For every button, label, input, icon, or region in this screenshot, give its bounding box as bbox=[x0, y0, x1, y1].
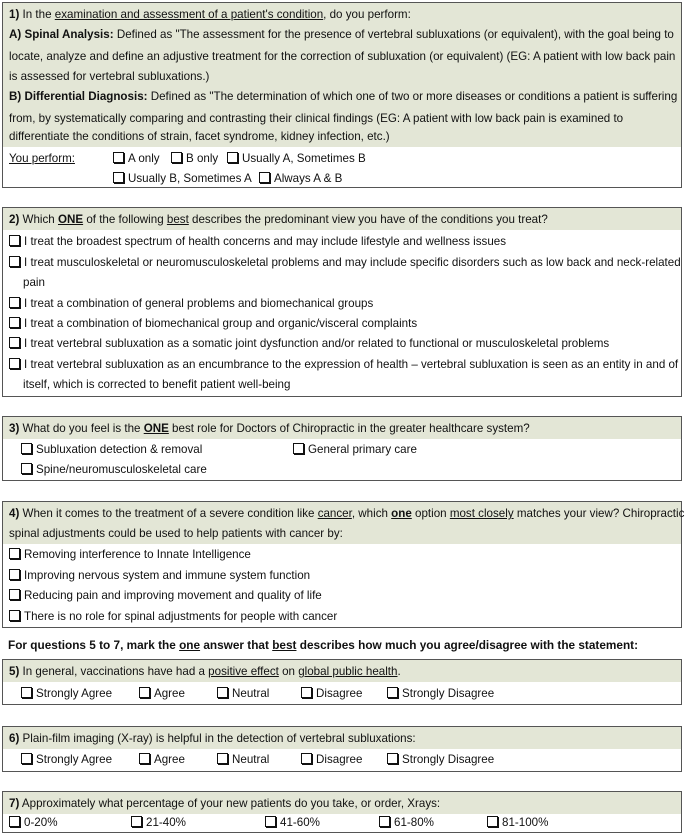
q6-option-neutral[interactable]: Neutral bbox=[217, 750, 269, 769]
q7-option-81-100[interactable]: 81-100% bbox=[487, 813, 548, 832]
checkbox-icon[interactable] bbox=[139, 687, 150, 698]
checkbox-icon[interactable] bbox=[131, 816, 142, 827]
q4-question: 4) When it comes to the treatment of a severe condition like cancer, which one option most closely matches your view? Chiropractic bbox=[9, 507, 685, 520]
checkbox-icon[interactable] bbox=[21, 753, 32, 764]
q6-option-strongly-agree[interactable]: Strongly Agree bbox=[21, 750, 112, 769]
questions-5-7-instruction: For questions 5 to 7, mark the one answer that best describes how much you agree/disagree with the statement: bbox=[8, 638, 639, 652]
q5-question: 5) In general, vaccinations have had a positive effect on global public health. bbox=[9, 665, 401, 678]
checkbox-icon[interactable] bbox=[293, 443, 304, 454]
checkbox-icon[interactable] bbox=[387, 687, 398, 698]
checkbox-icon[interactable] bbox=[217, 687, 228, 698]
question-6-box bbox=[2, 726, 682, 772]
checkbox-icon[interactable] bbox=[227, 152, 238, 163]
q2-question: 2) Which ONE of the following best describes the predominant view you have of the conditions you treat? bbox=[9, 213, 548, 226]
q1-differential-diagnosis-def-line2: from, by systematically comparing and contrasting their clinical findings (EG: A patient with low back pain is examined to bbox=[9, 112, 624, 125]
q1-option-always-ab[interactable]: Always A & B bbox=[259, 169, 342, 188]
checkbox-icon[interactable] bbox=[9, 569, 20, 580]
checkbox-icon[interactable] bbox=[9, 589, 20, 600]
q5-option-strongly-disagree[interactable]: Strongly Disagree bbox=[387, 684, 494, 703]
checkbox-icon[interactable] bbox=[171, 152, 182, 163]
checkbox-icon[interactable] bbox=[301, 687, 312, 698]
q5-option-strongly-agree[interactable]: Strongly Agree bbox=[21, 684, 112, 703]
checkbox-icon[interactable] bbox=[487, 816, 498, 827]
question-1-box bbox=[2, 2, 682, 188]
question-4-box bbox=[2, 501, 685, 628]
checkbox-icon[interactable] bbox=[9, 548, 20, 559]
checkbox-icon[interactable] bbox=[139, 753, 150, 764]
checkbox-icon[interactable] bbox=[9, 317, 20, 328]
checkbox-icon[interactable] bbox=[379, 816, 390, 827]
q1-differential-diagnosis-def: B) Differential Diagnosis: Defined as "The determination of which one of two or more diseases or conditions a patient is suffering bbox=[9, 90, 678, 103]
q1-option-usually-a[interactable]: Usually A, Sometimes B bbox=[227, 149, 366, 168]
q5-option-agree[interactable]: Agree bbox=[139, 684, 185, 703]
question-5-box bbox=[2, 659, 682, 705]
q1-number: 1) bbox=[9, 8, 20, 21]
q7-option-21-40[interactable]: 21-40% bbox=[131, 813, 186, 832]
checkbox-icon[interactable] bbox=[113, 172, 124, 183]
q1-question: 1) In the examination and assessment of a patient's condition, do you perform: bbox=[9, 8, 411, 21]
q2-option-4[interactable]: I treat a combination of biomechanical group and organic/visceral complaints bbox=[3, 314, 681, 333]
q5-option-disagree[interactable]: Disagree bbox=[301, 684, 362, 703]
q2-option-2[interactable]: I treat musculoskeletal or neuromusculoskeletal problems and may include specific disorders such as low back and neck-related bbox=[3, 253, 681, 272]
q1-spinal-analysis-def-line2: locate, analyze and define an adjustive treatment for the correction of subluxation (or equivalent) (EG: A patient with low back pain bbox=[9, 50, 676, 63]
q1-option-b-only[interactable]: B only bbox=[171, 149, 218, 168]
q2-option-6-continued: itself, which is corrected to benefit patient well-being bbox=[23, 378, 291, 391]
q1-option-usually-b[interactable]: Usually B, Sometimes A bbox=[113, 169, 252, 188]
checkbox-icon[interactable] bbox=[265, 816, 276, 827]
q7-option-61-80[interactable]: 61-80% bbox=[379, 813, 434, 832]
checkbox-icon[interactable] bbox=[9, 235, 20, 246]
q2-option-2-continued: pain bbox=[23, 276, 45, 289]
q6-option-disagree[interactable]: Disagree bbox=[301, 750, 362, 769]
q6-question: 6) Plain-film imaging (X-ray) is helpful in the detection of vertebral subluxations: bbox=[9, 732, 416, 745]
checkbox-icon[interactable] bbox=[9, 610, 20, 621]
q1-you-perform-label: You perform: bbox=[9, 152, 75, 165]
q5-option-neutral[interactable]: Neutral bbox=[217, 684, 269, 703]
q3-question: 3) What do you feel is the ONE best role for Doctors of Chiropractic in the greater healthcare system? bbox=[9, 422, 530, 435]
q6-option-strongly-disagree[interactable]: Strongly Disagree bbox=[387, 750, 494, 769]
q1-option-a-only[interactable]: A only bbox=[113, 149, 160, 168]
q2-option-1[interactable]: I treat the broadest spectrum of health concerns and may include lifestyle and wellness issues bbox=[3, 232, 681, 251]
q1-differential-diagnosis-def-line3: differentiate the conditions of strain, facet syndrome, kidney infection, etc.) bbox=[9, 130, 390, 143]
q1-spinal-analysis-def-line3: is assessed for vertebral subluxations.) bbox=[9, 70, 210, 83]
checkbox-icon[interactable] bbox=[9, 816, 20, 827]
q3-option-primary-care[interactable]: General primary care bbox=[293, 440, 417, 459]
q3-option-spine-care[interactable]: Spine/neuromusculoskeletal care bbox=[21, 460, 207, 479]
q2-option-3[interactable]: I treat a combination of general problems and biomechanical groups bbox=[3, 294, 681, 313]
checkbox-icon[interactable] bbox=[387, 753, 398, 764]
q4-option-3[interactable]: Reducing pain and improving movement and quality of life bbox=[3, 586, 681, 605]
checkbox-icon[interactable] bbox=[21, 687, 32, 698]
q2-option-5[interactable]: I treat vertebral subluxation as a somatic joint dysfunction and/or related to functional or musculoskeletal problems bbox=[3, 334, 681, 353]
q4-question-line2: spinal adjustments could be used to help patients with cancer by: bbox=[9, 527, 343, 540]
q1-spinal-analysis-def: A) Spinal Analysis: Defined as "The assessment for the presence of vertebral subluxations (or equivalent), with the goal being to bbox=[9, 28, 674, 41]
q2-option-6[interactable]: I treat vertebral subluxation as an encumbrance to the expression of health – vertebral subluxation is seen as an entity in and of bbox=[3, 355, 681, 374]
checkbox-icon[interactable] bbox=[9, 297, 20, 308]
q7-option-41-60[interactable]: 41-60% bbox=[265, 813, 320, 832]
checkbox-icon[interactable] bbox=[9, 256, 20, 267]
question-2-box bbox=[2, 207, 682, 397]
q7-option-0-20[interactable]: 0-20% bbox=[9, 813, 58, 832]
checkbox-icon[interactable] bbox=[21, 443, 32, 454]
checkbox-icon[interactable] bbox=[113, 152, 124, 163]
checkbox-icon[interactable] bbox=[301, 753, 312, 764]
question-3-box bbox=[2, 416, 682, 481]
q4-option-2[interactable]: Improving nervous system and immune system function bbox=[3, 566, 681, 585]
checkbox-icon[interactable] bbox=[259, 172, 270, 183]
checkbox-icon[interactable] bbox=[217, 753, 228, 764]
q4-option-4[interactable]: There is no role for spinal adjustments for people with cancer bbox=[3, 607, 681, 626]
q4-option-1[interactable]: Removing interference to Innate Intelligence bbox=[3, 545, 681, 564]
question-7-box bbox=[2, 791, 682, 833]
checkbox-icon[interactable] bbox=[9, 358, 20, 369]
q7-question: 7) Approximately what percentage of your new patients do you take, or order, Xrays: bbox=[9, 797, 441, 810]
q6-option-agree[interactable]: Agree bbox=[139, 750, 185, 769]
q3-option-subluxation[interactable]: Subluxation detection & removal bbox=[21, 440, 202, 459]
checkbox-icon[interactable] bbox=[21, 463, 32, 474]
checkbox-icon[interactable] bbox=[9, 337, 20, 348]
